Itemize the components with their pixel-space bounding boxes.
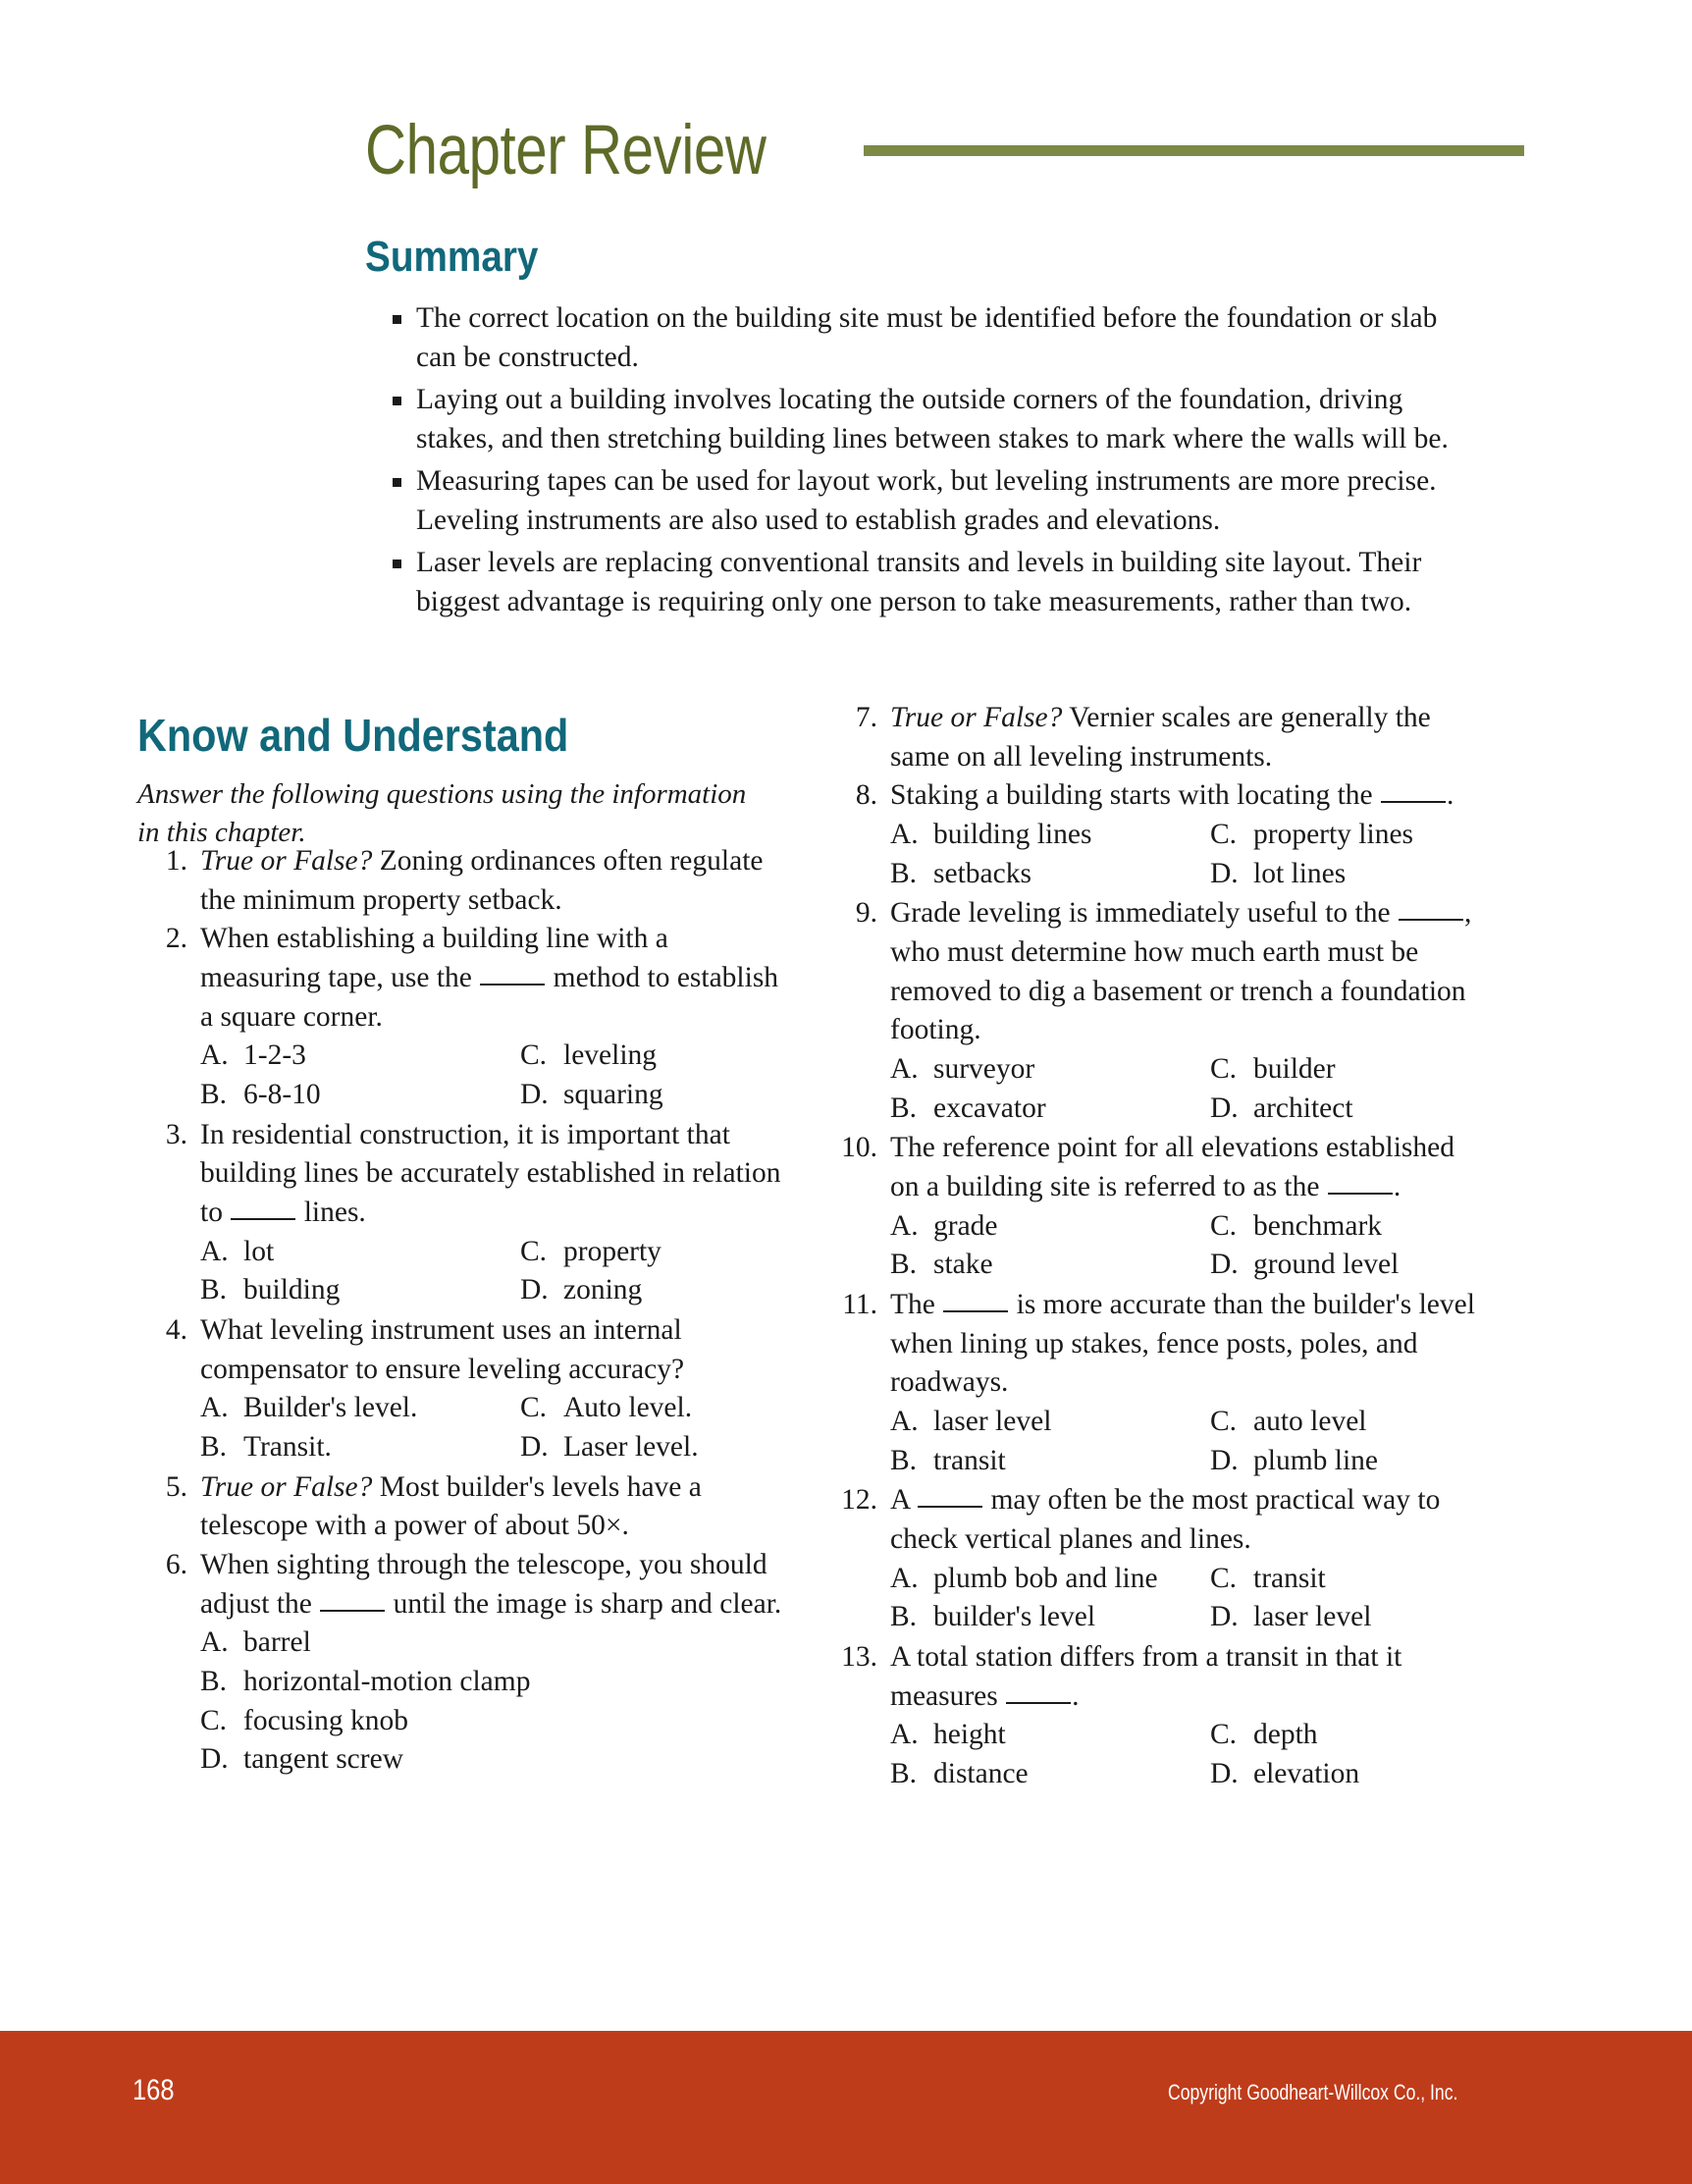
answer-option-letter: D.: [1210, 857, 1239, 889]
question: [827, 1481, 1475, 1559]
answer-option: [520, 1271, 785, 1310]
answer-option-label: depth: [1253, 1719, 1318, 1751]
answer-options: [200, 1233, 785, 1310]
answer-option-letter: B.: [890, 1444, 918, 1476]
answer-option-label: Laser level.: [563, 1431, 699, 1464]
answer-options: [890, 1560, 1475, 1637]
answer-option-letter: D.: [520, 1079, 549, 1111]
answer-option: [200, 1076, 520, 1115]
question-text: When establishing a building line with a measuring tape, use the method to establish a square corner.: [200, 923, 779, 1033]
fill-in-blank: [1399, 919, 1463, 921]
answer-option-letter: B.: [890, 1758, 918, 1790]
answer-options: [200, 1389, 785, 1466]
answer-options: [200, 1624, 785, 1780]
answer-option-label: Transit.: [243, 1431, 332, 1464]
answer-option-letter: B.: [890, 1249, 918, 1281]
summary-bullet-list: [391, 299, 1465, 625]
fill-in-blank: [918, 1506, 982, 1508]
copyright-notice: Copyright Goodheart-Willcox Co., Inc.: [1168, 2080, 1458, 2104]
answer-option: [890, 1207, 1210, 1247]
answer-option-label: building: [243, 1274, 341, 1306]
answer-option-label: Auto level.: [563, 1392, 693, 1424]
answer-option: [200, 1663, 785, 1702]
question: [137, 842, 785, 920]
questions-column-right: [827, 699, 1475, 1795]
answer-option-letter: C.: [1210, 1562, 1238, 1594]
answer-option: [890, 1442, 1210, 1481]
answer-option: [200, 1740, 785, 1780]
fill-in-blank: [231, 1218, 295, 1220]
answer-options: [890, 1403, 1475, 1480]
answer-option-label: laser level: [1253, 1601, 1372, 1633]
answer-option: [1210, 855, 1475, 894]
answer-option-letter: C.: [1210, 1719, 1238, 1751]
answer-option-label: leveling: [563, 1039, 658, 1072]
answer-option: [1210, 1050, 1475, 1090]
answer-option-letter: B.: [200, 1274, 228, 1306]
answer-option-letter: C.: [1210, 1406, 1238, 1438]
question-text: True or False? Vernier scales are generally the same on all leveling instruments.: [890, 702, 1431, 772]
answer-option-label: auto level: [1253, 1406, 1367, 1438]
answer-option-label: distance: [933, 1758, 1029, 1790]
answer-option-label: elevation: [1253, 1758, 1360, 1790]
answer-option-label: transit: [933, 1444, 1006, 1476]
answer-option-letter: A.: [890, 1719, 919, 1751]
answer-option-label: 6-8-10: [243, 1079, 321, 1111]
answer-option-label: ground level: [1253, 1249, 1400, 1281]
answer-option-label: property lines: [1253, 819, 1414, 851]
answer-option-label: property: [563, 1235, 661, 1267]
answer-option-label: excavator: [933, 1092, 1046, 1124]
answer-option-label: laser level: [933, 1406, 1052, 1438]
answer-option-label: grade: [933, 1209, 998, 1242]
answer-option-label: Builder's level.: [243, 1392, 418, 1424]
page-number: 168: [132, 2074, 175, 2106]
question: [827, 699, 1475, 776]
answer-option-label: tangent screw: [243, 1743, 403, 1776]
question-text: What leveling instrument uses an internal compensator to ensure leveling accuracy?: [200, 1314, 685, 1385]
question: [827, 1129, 1475, 1206]
answer-option-label: plumb bob and line: [933, 1562, 1158, 1594]
answer-option: [890, 855, 1210, 894]
answer-option-letter: D.: [520, 1431, 549, 1464]
know-and-understand-heading: Know and Understand: [137, 710, 569, 761]
answer-option: [520, 1076, 785, 1115]
questions-column-left: [137, 842, 785, 1781]
title-rule: [864, 145, 1524, 156]
question: [827, 1638, 1475, 1716]
answer-option-label: transit: [1253, 1562, 1326, 1594]
answer-option-letter: B.: [890, 857, 918, 889]
answer-option-letter: D.: [1210, 1249, 1239, 1281]
answer-option: [1210, 816, 1475, 855]
question: [827, 1286, 1475, 1403]
answer-option: [200, 1271, 520, 1310]
question: [137, 1311, 785, 1389]
answer-option-label: plumb line: [1253, 1444, 1379, 1476]
fill-in-blank: [1006, 1702, 1071, 1704]
question-text: True or False? Zoning ordinances often regulate the minimum property setback.: [200, 845, 764, 916]
answer-options: [890, 1207, 1475, 1285]
question: [137, 1546, 785, 1624]
question-number: 6.: [165, 1549, 187, 1581]
question-prefix: True or False?: [200, 845, 373, 877]
question-text: Staking a building starts with locating the .: [890, 779, 1454, 812]
answer-option-label: lot: [243, 1235, 275, 1267]
answer-option-label: horizontal-motion clamp: [243, 1666, 531, 1698]
question-number: 1.: [165, 845, 187, 877]
answer-option-letter: A.: [200, 1039, 229, 1072]
answer-options: [200, 1037, 785, 1114]
question-prefix: True or False?: [890, 702, 1063, 733]
question-number: 11.: [842, 1289, 877, 1321]
answer-option: [200, 1389, 520, 1428]
question: [137, 920, 785, 1037]
answer-option-label: builder's level: [933, 1601, 1096, 1633]
answer-options: [890, 1050, 1475, 1128]
answer-options: [890, 816, 1475, 893]
answer-option: [890, 1090, 1210, 1129]
answer-option-letter: C.: [520, 1039, 548, 1072]
question-prefix: True or False?: [200, 1470, 373, 1503]
answer-option-label: building lines: [933, 819, 1092, 851]
answer-option-letter: C.: [520, 1235, 548, 1267]
answer-option-letter: A.: [890, 1209, 919, 1242]
question: [827, 776, 1475, 816]
answer-option-label: barrel: [243, 1626, 311, 1659]
question-number: 9.: [855, 897, 877, 930]
answer-option-letter: B.: [890, 1092, 918, 1124]
answer-option-letter: B.: [200, 1431, 228, 1464]
answer-option: [1210, 1755, 1475, 1794]
answer-option-letter: C.: [1210, 1053, 1238, 1086]
answer-option-letter: C.: [1210, 1209, 1238, 1242]
answer-option-letter: C.: [1210, 819, 1238, 851]
answer-option: [890, 1246, 1210, 1285]
answer-option-label: lot lines: [1253, 857, 1347, 889]
answer-option: [1210, 1246, 1475, 1285]
question-number: 12.: [841, 1484, 877, 1517]
answer-option-letter: D.: [1210, 1092, 1239, 1124]
summary-bullet: The correct location on the building site must be identified before the foundation or slab can be constructed.: [391, 299, 1465, 378]
fill-in-blank: [943, 1310, 1008, 1312]
answer-option-label: zoning: [563, 1274, 643, 1306]
question-number: 13.: [841, 1641, 877, 1674]
question-text: The reference point for all elevations established on a building site is referred to as the .: [890, 1132, 1455, 1203]
question-number: 4.: [165, 1314, 187, 1347]
answer-option-label: benchmark: [1253, 1209, 1383, 1242]
answer-option: [1210, 1598, 1475, 1637]
question-number: 3.: [165, 1118, 187, 1150]
answer-option: [520, 1037, 785, 1076]
summary-bullet: Laser levels are replacing conventional transits and levels in building site layout. Their biggest advantage is requiring only one person to take measurements, rather than two.: [391, 544, 1465, 622]
fill-in-blank: [1381, 801, 1446, 803]
answer-option-label: focusing knob: [243, 1704, 408, 1736]
answer-option-letter: D.: [520, 1274, 549, 1306]
fill-in-blank: [1328, 1193, 1393, 1195]
answer-option-letter: C.: [520, 1392, 548, 1424]
answer-option-letter: A.: [890, 1562, 919, 1594]
answer-option-label: squaring: [563, 1079, 663, 1111]
page-header: [0, 106, 1692, 194]
answer-option-letter: A.: [890, 819, 919, 851]
answer-option: [200, 1428, 520, 1467]
answer-option-letter: B.: [200, 1666, 228, 1698]
answer-option: [890, 1560, 1210, 1599]
question-number: 8.: [855, 779, 877, 812]
answer-option-label: architect: [1253, 1092, 1353, 1124]
answer-option: [890, 1050, 1210, 1090]
question-number: 2.: [165, 923, 187, 955]
answer-option: [1210, 1090, 1475, 1129]
answer-option-label: 1-2-3: [243, 1039, 306, 1072]
answer-option: [1210, 1207, 1475, 1247]
question-number: 7.: [855, 702, 877, 733]
question-number: 5.: [165, 1470, 187, 1503]
answer-option-letter: D.: [1210, 1444, 1239, 1476]
question-text: The is more accurate than the builder's level when lining up stakes, fence posts, poles, and roadways.: [890, 1289, 1475, 1399]
answer-option: [200, 1233, 520, 1272]
answer-option-letter: D.: [1210, 1601, 1239, 1633]
fill-in-blank: [320, 1610, 385, 1612]
answer-option: [890, 1598, 1210, 1637]
answer-option-letter: B.: [200, 1079, 228, 1111]
answer-option: [890, 816, 1210, 855]
summary-bullet: Measuring tapes can be used for layout work, but leveling instruments are more precise. Leveling instruments are also used to establish grades and elevations.: [391, 462, 1465, 541]
instructions-text: Answer the following questions using the information in this chapter.: [137, 778, 747, 848]
answer-option-label: height: [933, 1719, 1006, 1751]
question-text: Grade leveling is immediately useful to the , who must determine how much earth must be removed to dig a basement or trench a foundation footing.: [890, 897, 1472, 1046]
answer-option-label: builder: [1253, 1053, 1336, 1086]
answer-option-letter: A.: [200, 1392, 229, 1424]
answer-option: [890, 1755, 1210, 1794]
answer-option: [1210, 1716, 1475, 1755]
question-text: In residential construction, it is important that building lines be accurately established in relation to lines.: [200, 1118, 781, 1229]
answer-option-letter: B.: [890, 1601, 918, 1633]
answer-option-label: stake: [933, 1249, 993, 1281]
question-text: When sighting through the telescope, you should adjust the until the image is sharp and clear.: [200, 1549, 782, 1620]
summary-heading: Summary: [365, 233, 539, 281]
answer-option-letter: D.: [1210, 1758, 1239, 1790]
answer-option: [890, 1716, 1210, 1755]
question-text: True or False? Most builder's levels have a telescope with a power of about 50×.: [200, 1470, 702, 1542]
answer-option: [200, 1037, 520, 1076]
question-text: A may often be the most practical way to check vertical planes and lines.: [890, 1484, 1441, 1556]
summary-bullet: Laying out a building involves locating the outside corners of the foundation, driving stakes, and then stretching building lines between stakes to mark where the walls will be.: [391, 381, 1465, 459]
answer-option: [520, 1389, 785, 1428]
answer-option: [1210, 1403, 1475, 1442]
question-number: 10.: [841, 1132, 877, 1164]
answer-option-label: surveyor: [933, 1053, 1035, 1086]
answer-option: [200, 1702, 785, 1741]
question: [137, 1116, 785, 1233]
question: [137, 1468, 785, 1546]
question-text: A total station differs from a transit in that it measures .: [890, 1641, 1402, 1712]
answer-option: [1210, 1442, 1475, 1481]
answer-option-letter: A.: [200, 1235, 229, 1267]
question: [827, 894, 1475, 1050]
answer-option: [520, 1428, 785, 1467]
answer-option-letter: A.: [200, 1626, 229, 1659]
answer-options: [890, 1716, 1475, 1793]
answer-option: [1210, 1560, 1475, 1599]
answer-option: [520, 1233, 785, 1272]
answer-option-letter: D.: [200, 1743, 229, 1776]
answer-option-letter: C.: [200, 1704, 228, 1736]
page-footer: [0, 2031, 1692, 2184]
answer-option-label: setbacks: [933, 857, 1031, 889]
page-title: Chapter Review: [365, 111, 767, 189]
answer-option: [890, 1403, 1210, 1442]
answer-option: [200, 1624, 785, 1663]
fill-in-blank: [480, 984, 545, 985]
answer-option-letter: A.: [890, 1406, 919, 1438]
answer-option-letter: A.: [890, 1053, 919, 1086]
